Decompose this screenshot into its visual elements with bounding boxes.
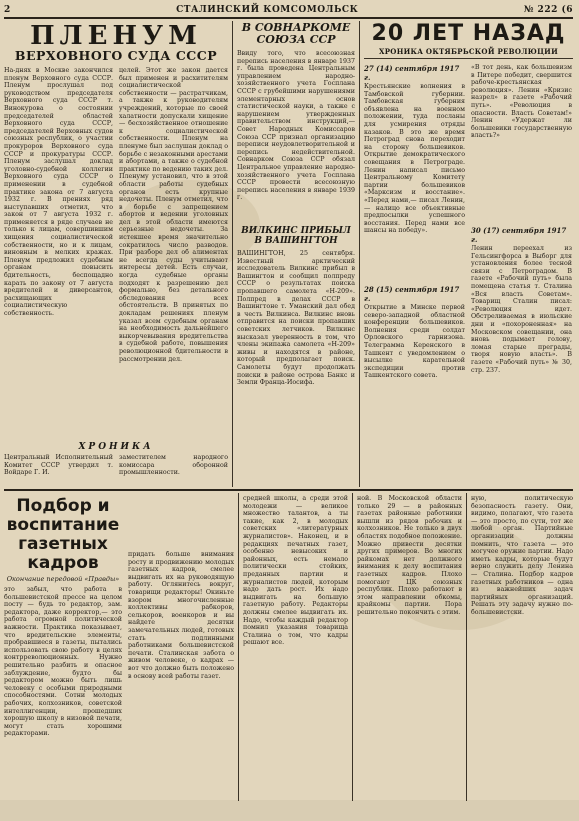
- podbor-col-5: ную, политическую безопасность газету. Они, видимо, полагают, что газета — это просто, по сути, тот же любой орган. Партийные организации должны помнить, что газета — это могучее оружие партии. Надо иметь кадры, которые будут верно служить делу Ленина — Сталина. Подбор кадров газетных работников — одна из важнейших задач партийных организаций. Решать эту задачу нужно по-большевистски.: [471, 495, 573, 616]
- twenty-subheadline: ХРОНИКА ОКТЯБРЬСКОЙ РЕВОЛЮЦИИ: [364, 47, 573, 59]
- lower-section: [4, 491, 573, 803]
- chronika-article: [4, 437, 228, 480]
- soviet-article: [237, 19, 355, 460]
- podbor-col-1: это забыл, что работа в большевистской прессе на целом посту — будь то редактор, зам. редактора, даже корректор,— это работа огромной политической важности. Практика показывает, что вредительские элементы, пробравшиеся в газеты, пытались использовать свою работу в целях контрреволюционных. Нужно решительно разбить и опасное заблуждение, будто бы редактором можно быть лишь человеку с особыми природными способностями. Сотни молодых рабочих, колхозников, советской интеллигенции, прошедших хорошую школу в низовой печати, могут стать хорошими редакторами.: [4, 586, 122, 738]
- chronika-text-a: Центральный Исполнительный Комитет СССР утвердил т. Войдаре Г. И.: [4, 454, 113, 477]
- podbor-lead: [4, 491, 122, 821]
- willkins-text: ВАШИНГТОН, 25 сентября. Известный арктический исследователь Вилкинс прибыл в Вашингтон и сообщил полпреду СССР о результатах поиска пропавшего самолета «Н-209». Полпред в делах СССР в Вашингтоне т. Уманский дал обед в честь Вилкинса. Вилкинс вновь отправится на поиски пропавших советских летчиков. Вилкинс высказал уверенность в том, что члены экипажа самолета «Н-209» живы и находятся в районе, который предполагает поиск. Самолеты будут продолжать поиски в районе острова Банкс и Земли Франца-Иосифа.: [237, 250, 355, 387]
- twenty-text-1: Крестьянские волнения в Тамбовской губернии. Тамбовская губерния объявлена на военном положении, туда посланы для усмирения отряды казаков. В это же время Петроград снова переходит на сторону большевиков. Открытие демократического совещания в Петрограде. Ленин написал письмо Центральному Комитету партии большевиков «Марксизм и восстание». «Перед нами,— писал Ленин,— налицо все объективные предпосылки успешного восстания. Перед нами все шансы на победу».: [364, 83, 465, 235]
- twenty-years-article: [364, 19, 573, 465]
- podbor-byline: Окончание передовой «Правды»: [6, 575, 120, 583]
- page-number: 2: [4, 5, 11, 15]
- twenty-text-4: Ленин переехал из Гельсингфорса в Выборг для установления более тесной связи с Петроградом. В газете «Рабочий путь» была помещена статья т. Сталина «Вся власть Советам». Товарищ Сталин писал: «Революция идет. Обстреливаемая в июльские дни и «похороненная» на Московском совещании, она вновь подымает голову, ломая старые преграды, творя новую власть». В газете «Рабочий путь» № 30, стр. 237.: [471, 245, 572, 374]
- issue-number: № 222 (6: [523, 5, 573, 15]
- podbor-col-3: средней школы, а среди этой молодежи — великое множество талантов, а ты такие, как 2, в молодых советских «литературных журналистов». Наконец, и в редакциях печатных газет, особенно невысоких и районных, есть немало политически стойких, преданных партии и журналистов людей, которым надо дать рост. Их надо выдвигать на большую газетную работу. Редакторы должны смелее выдвигать их. Надо, чтобы каждый редактор помнил указания товарища Сталина о том, что кадры решают все.: [243, 495, 348, 647]
- dateline: 28 (15) сентября 1917 г.: [364, 285, 460, 303]
- plenum-col-2: целей. Этот же закон дается был применен и расхитителям социалистической собственности — растратчикам, а также к руководителям учреждений, которые по своей халатности допускали хищение — бесхозяйственное отношение к социалистической собственности. Пленум на пленуме был заслушан доклад о борьбе с незаконными арестами и абортами, а также о судебной практике по ведению таких дел. Пленуму установил, что в этой области работы судебных органов есть крупные недочеты. Пленум отметил, что в борьбе с запрещением абортов и ведении уголовных дел в этой области имеются серьезные недочеты. За истекшее время значительно сократилось число разводов. При разборе дел об алиментах не всегда суды учитывают интересы детей. Есть случаи, когда судебные органы подходят к разрешению дел формально, без детального обследования всех обстоятельств. В принятых по докладам решениях пленум указал всем судебным органам на необходимость дальнейшего выкорчевывания вредительства в судебной работе, повышения революционной бдительности в рассмотрении дел.: [119, 67, 228, 363]
- plenum-title: ПЛЕНУМ: [30, 21, 202, 51]
- column-rule: [466, 493, 467, 801]
- soviet-headline: В СОВНАРКОМЕ СОЮЗА ССР: [241, 21, 351, 46]
- podbor-col-4-wrap: [357, 495, 462, 795]
- column-rule: [232, 21, 233, 487]
- chronika-headline: ХРОНИКА: [78, 442, 154, 452]
- column-rule: [359, 21, 360, 487]
- podbor-col-3-wrap: [243, 495, 348, 795]
- chronika-text-b: заместителем народного комиссара оборонной промышленности.: [119, 454, 228, 477]
- plenum-subtitle: ВЕРХОВНОГО СУДА СССР: [14, 48, 218, 63]
- upper-section: [4, 19, 573, 491]
- plenum-article: [4, 19, 228, 459]
- twenty-text-3: «В тот день, как большевизм в Питере победит, свершится рабоче-крестьянская революция». Ленин «Кризис назрел» в газете «Рабочий путь». «Революция в опасности. Власть Советам!» Ленин «Удержат ли большевики государственную власть?»: [471, 64, 572, 140]
- soviet-text: Ввиду того, что всесоюзная перепись населения в январе 1937 г. была проведена Центральным управлением народно-хозяйственного учета Госплана СССР с грубейшими нарушениями элементарных основ статистической науки, а также с нарушением утвержденных правительством инструкций,— Совет Народных Комиссаров Союза ССР признал организацию переписи неудовлетворительной и перепись недействительной. Совнарком Союза ССР обязал Центральное управление народно-хозяйственного учета Госплана СССР провести всесоюзную перепись населения в январе 1939 г.: [237, 50, 355, 202]
- dateline: 30 (17) сентября 1917 г.: [471, 226, 567, 244]
- column-rule: [238, 493, 239, 801]
- podbor-col-2: придать больше внимания росту и продвижению молодых газетных кадров, смелее выдвигать их на руководящую работу. Оглянитесь вокруг, товарищи редакторы! Окиньте взором многочисленные коллективы рабкоров, селькоров, военкоров и вы найдете десятки замечательных людей, готовых стать подлинными работниками большевистской печати. Сталинская забота о живом человеке, о кадрах — вот что должно быть положено в основу всей работы газет.: [128, 551, 234, 680]
- willkins-headline: ВИЛКИНС ПРИБЫЛ В ВАШИНГТОН: [241, 226, 351, 246]
- podbor-col-2-wrap: [128, 551, 234, 796]
- plenum-col-1: На-днях в Москве закончился пленум Верховного суда СССР. Пленум прослушал под руководством председателя Верховного суда СССР т. Винокурова о состоянии председателей областей Верховного суда СССР, председателей Верховных судов союзных республик, о участии прокуроров Верховного суда СССР и прокуратуры СССР. Пленум заслушал доклад уголовно-судебной коллегии Верховного суда СССР о применении в судебной практике закона от 7 августа 1932 г. В прениях ряд выступавших отметил, что закон от 7 августа 1932 г. применяется в ряде случаев не только к лицам, совершившим хищения социалистической собственности, но и к лицам, виновным в мелких кражах. Пленум предложил судебным органам повысить бдительность, беспощадно карать по закону от 7 августа вредителей и диверсантов, расхищающих социалистическую собственность.: [4, 67, 113, 317]
- paper-name: СТАЛИНСКИЙ КОМСОМОЛЬСК: [176, 5, 359, 15]
- podbor-headline: Подбор и воспитание газетных кадров: [6, 496, 120, 573]
- podbor-col-4: ной. В Московской области только 29 — в районных газетах районные работники вышли из рядов рабочих и колхозников. Не только в двух областях подобное положение. Можно привести десятки других примеров. Во многих райкомах нет должного внимания к делу воспитания газетных кадров. Плохо помогают ЦК союзных республик. Плохо работают в этом направлении обкомы, крайкомы партии. Пора решительно покончить с этим.: [357, 495, 462, 616]
- column-rule: [352, 493, 353, 801]
- podbor-col-5-wrap: [471, 495, 573, 795]
- twenty-text-2: Открытие в Минске первой северо-западной областной конференции большевиков. Волнения среди солдат Орловского гарнизона. Телеграмма Керенского в Ташкент с уведомлением о высылке карательной экспедиции против Ташкентского совета.: [364, 304, 465, 380]
- masthead: [4, 4, 573, 19]
- twenty-headline: 20 ЛЕТ НАЗАД: [371, 21, 566, 46]
- dateline: 27 (14) сентября 1917 г.: [364, 64, 460, 82]
